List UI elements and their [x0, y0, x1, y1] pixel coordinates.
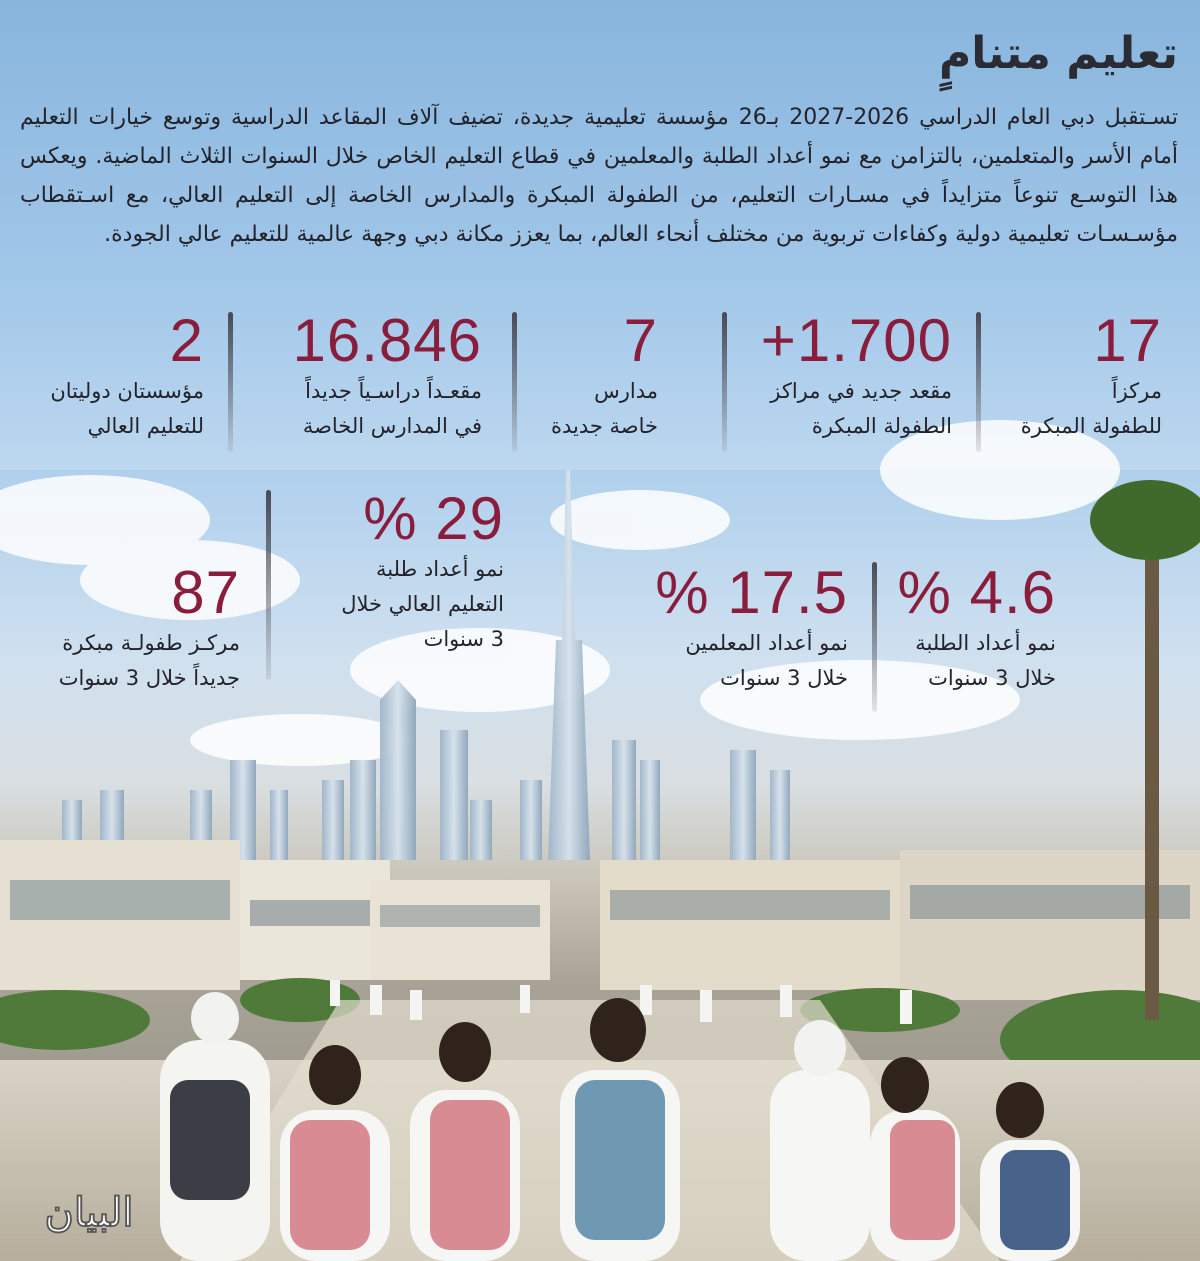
page-title: تعليم متنامٍ: [938, 28, 1178, 79]
stat-label: نمو أعداد طلبة: [375, 557, 504, 581]
stat-early-childhood-centers: [1021, 308, 1162, 444]
stat-value: 4.6 %: [897, 559, 1056, 626]
stat-label: خلال 3 سنوات: [928, 666, 1056, 690]
intro-paragraph: تسـتقبل دبي العام الدراسي 2026-2027 بـ26 مؤسسة تعليمية جديدة، تضيف آلاف المقاعد الدراسية وتوسع خيارات التعليم أمام الأسر والمتعلمين، بالتزامن مع نمو أعداد الطلبة والمعلمين في قطاع التعليم الخاص خلال السنوات الثلاث الماضية. ويعكس هذا التوسـع تنوعاً متزايداً في مسـارات التعليم، من الطفولة المبكرة والمدارس الخاصة إلى التعليم العالي، مع اسـتقطاب مؤسـسـات تعليمية دولية وكفاءات تربوية من مختلف أنحاء العالم، بما يعزز مكانة دبي وجهة عالمية للتعليم عالي الجودة.: [20, 105, 1178, 247]
divider: [228, 312, 233, 452]
foreground-students: [160, 992, 1080, 1261]
stat-higher-education-growth: [341, 486, 504, 657]
stat-label: خلال 3 سنوات: [720, 666, 848, 690]
stat-label: التعليم العالي خلال: [341, 592, 504, 616]
stat-label: مقعـداً دراسـياً جديداً: [305, 379, 482, 403]
stat-student-growth: [898, 560, 1056, 696]
stat-value: 7: [623, 307, 658, 374]
stat-value: 29 %: [363, 485, 504, 552]
stat-new-early-childhood-centers: [59, 560, 240, 696]
stat-label: في المدارس الخاصة: [302, 414, 482, 438]
stat-label: مدارس: [594, 379, 658, 403]
stat-label: مركـز طفولـة مبكرة: [62, 631, 240, 655]
stat-label: خاصة جديدة: [550, 414, 658, 438]
stat-value: 16.846: [292, 307, 482, 374]
stat-label: نمو أعداد الطلبة: [915, 631, 1056, 655]
stat-new-private-schools: [551, 308, 658, 444]
stat-label: نمو أعداد المعلمين: [685, 631, 848, 655]
stat-teacher-growth: [655, 560, 848, 696]
stat-label: للتعليم العالي: [87, 414, 204, 438]
stat-value: 17: [1093, 307, 1162, 374]
stat-label: مركزاً: [1111, 379, 1162, 403]
divider: [266, 490, 271, 680]
stat-label: للطفولة المبكرة: [1020, 414, 1162, 438]
divider: [512, 312, 517, 452]
stat-label: 3 سنوات: [423, 627, 504, 651]
stat-value: 2: [169, 307, 204, 374]
stat-value: 17.5 %: [655, 559, 848, 626]
stat-label: جديداً خلال 3 سنوات: [58, 666, 240, 690]
divider: [976, 312, 981, 452]
divider: [722, 312, 727, 452]
stat-label: مؤسستان دوليتان: [50, 379, 204, 403]
stat-value: 87: [171, 559, 240, 626]
stat-value: 1.700+: [760, 307, 952, 374]
svg-text:البيان: البيان: [44, 1189, 134, 1236]
stat-higher-education-institutions: [50, 308, 204, 444]
stat-early-childhood-seats: [761, 308, 952, 444]
albayan-logo: [14, 1176, 164, 1246]
campus-buildings: [0, 840, 1200, 1000]
stat-new-school-seats: [292, 308, 482, 444]
stat-label: مقعد جديد في مراكز: [770, 379, 952, 403]
divider: [872, 562, 877, 712]
stat-label: الطفولة المبكرة: [811, 414, 952, 438]
